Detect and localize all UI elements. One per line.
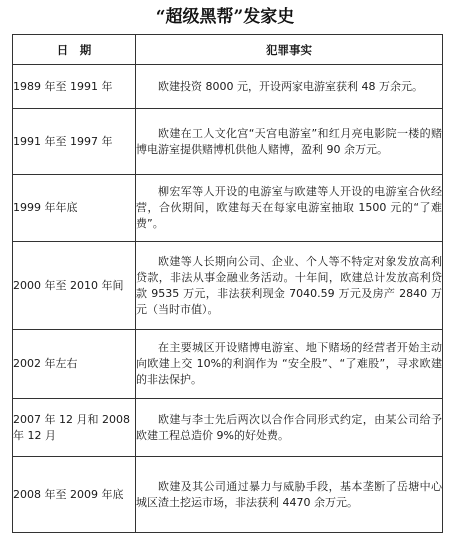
row-fact: 欧建等人长期向公司、企业、个人等不特定对象发放高利贷款，非法从事金融业务活动。十年间，欧建总计发放高利贷款 9535 万元，非法获利现金 7040.59 万元及房产 2840 万元（当时市值）。	[136, 242, 443, 330]
row-date: 2000 年至 2010 年间	[13, 242, 136, 330]
table-row	[13, 330, 443, 399]
row-date: 1989 年至 1991 年	[13, 65, 136, 109]
row-fact: 欧建投资 8000 元，开设两家电游室获利 48 万余元。	[136, 65, 443, 109]
row-fact: 在主要城区开设赌博电游室、地下赌场的经营者开始主动向欧建上交 10%的利润作为 “安全股”、“了难股”，寻求欧建的非法保护。	[136, 330, 443, 399]
row-date: 2008 年至 2009 年底	[13, 457, 136, 533]
table-row	[13, 109, 443, 175]
table-row	[13, 175, 443, 242]
row-fact: 欧建及其公司通过暴力与威胁手段，基本垄断了岳塘中心城区渣土挖运市场，非法获利 4470 余万元。	[136, 457, 443, 533]
row-fact: 欧建与李士先后两次以合作合同形式约定，由某公司给予欧建工程总造价 9%的好处费。	[136, 399, 443, 457]
row-date: 1999 年年底	[13, 175, 136, 242]
table-row	[13, 242, 443, 330]
table-row	[13, 399, 443, 457]
row-date: 1991 年至 1997 年	[13, 109, 136, 175]
row-fact: 欧建在工人文化宫“天宫电游室”和红月亮电影院一楼的赌博电游室提供赌博机供他人赌博，盈利 90 余万元。	[136, 109, 443, 175]
crime-history-table	[12, 34, 443, 533]
row-fact: 柳宏军等人开设的电游室与欧建等人开设的电游室合伙经营，合伙期间，欧建每天在每家电游室抽取 1500 元的“了难费”。	[136, 175, 443, 242]
table-row	[13, 65, 443, 109]
date-column-header: 日 期	[13, 35, 136, 65]
row-date: 2007 年 12 月和 2008 年 12 月	[13, 399, 136, 457]
row-date: 2002 年左右	[13, 330, 136, 399]
facts-column-header: 犯罪事实	[136, 35, 443, 65]
page-title: “超级黑帮”发家史	[155, 7, 295, 27]
table-header-row	[13, 35, 443, 65]
table-row	[13, 457, 443, 533]
